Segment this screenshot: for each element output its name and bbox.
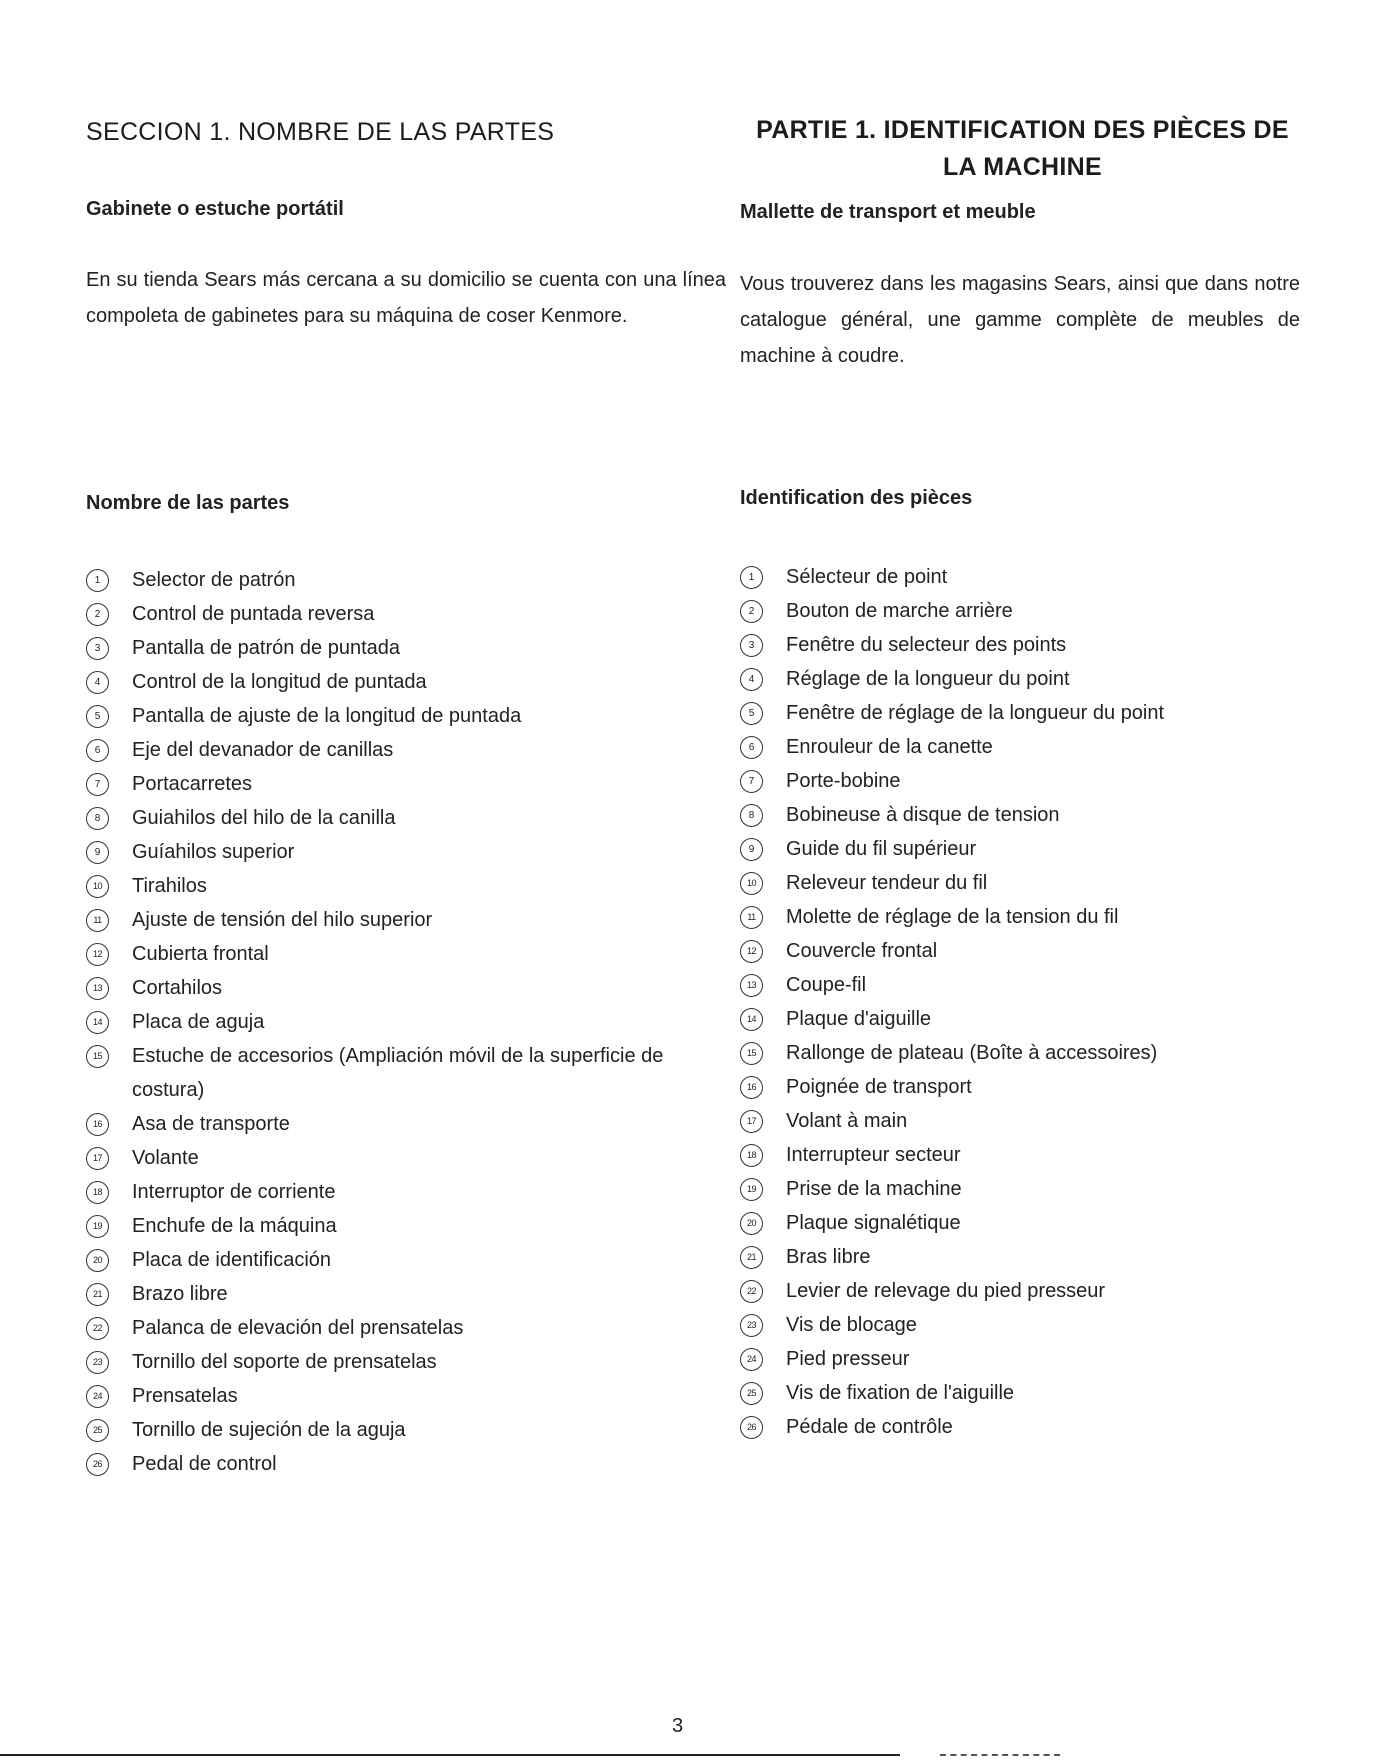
french-part-item — [740, 1410, 1305, 1444]
spanish-part-label: Selector de patrón — [132, 569, 296, 591]
circled-number-icon: 17 — [86, 1147, 109, 1170]
french-part-item — [740, 560, 1305, 594]
french-part-item — [740, 1240, 1305, 1274]
french-part-item — [740, 968, 1305, 1002]
circled-number-icon: 3 — [740, 634, 763, 657]
circled-number-icon: 8 — [740, 804, 763, 827]
french-part-label: Interrupteur secteur — [786, 1144, 961, 1166]
circled-number-icon: 22 — [740, 1280, 763, 1303]
circled-number-icon: 20 — [740, 1212, 763, 1235]
spanish-part-label: Guíahilos superior — [132, 841, 295, 863]
french-part-label: Levier de relevage du pied presseur — [786, 1280, 1106, 1302]
french-part-label: Releveur tendeur du fil — [786, 872, 988, 894]
french-part-label: Bobineuse à disque de tension — [786, 804, 1060, 826]
circled-number-icon: 5 — [86, 705, 109, 728]
circled-number-icon: 4 — [86, 671, 109, 694]
circled-number-icon: 5 — [740, 702, 763, 725]
spanish-part-label: Interruptor de corriente — [132, 1181, 336, 1203]
circled-number-icon: 21 — [86, 1283, 109, 1306]
spanish-part-item — [86, 1209, 726, 1243]
french-part-label: Molette de réglage de la tension du fil — [786, 906, 1119, 928]
spanish-part-item — [86, 971, 726, 1005]
spanish-part-item — [86, 903, 726, 937]
french-part-item — [740, 1172, 1305, 1206]
spanish-part-item — [86, 801, 726, 835]
circled-number-icon: 18 — [740, 1144, 763, 1167]
spanish-part-item — [86, 1005, 726, 1039]
spanish-part-label: Cortahilos — [132, 977, 223, 999]
spanish-part-label: Control de la longitud de puntada — [132, 671, 427, 693]
french-part-item — [740, 696, 1305, 730]
spanish-part-label: Prensatelas — [132, 1385, 238, 1407]
page-number: 3 — [671, 1715, 684, 1737]
circled-number-icon: 24 — [740, 1348, 763, 1371]
spanish-part-item — [86, 1141, 726, 1175]
circled-number-icon: 1 — [86, 569, 109, 592]
circled-number-icon: 3 — [86, 637, 109, 660]
spanish-part-item — [86, 1107, 726, 1141]
french-part-label: Bras libre — [786, 1246, 871, 1268]
french-part-label: Vis de fixation de l'aiguille — [786, 1382, 1015, 1404]
spanish-part-label: Pedal de control — [132, 1453, 277, 1475]
spanish-part-item — [86, 1175, 726, 1209]
spanish-part-label: Brazo libre — [132, 1283, 228, 1305]
circled-number-icon: 11 — [86, 909, 109, 932]
spanish-part-item — [86, 869, 726, 903]
french-part-item — [740, 798, 1305, 832]
spanish-part-label: Cubierta frontal — [132, 943, 269, 965]
circled-number-icon: 7 — [86, 773, 109, 796]
spanish-part-label: Guiahilos del hilo de la canilla — [132, 807, 396, 829]
french-parts-list — [740, 560, 1305, 1444]
french-part-label: Coupe-fil — [786, 974, 867, 996]
circled-number-icon: 24 — [86, 1385, 109, 1408]
circled-number-icon: 13 — [740, 974, 763, 997]
french-part-label: Réglage de la longueur du point — [786, 668, 1070, 690]
french-part-item — [740, 594, 1305, 628]
spanish-part-label: Enchufe de la máquina — [132, 1215, 337, 1237]
spanish-parts-list — [86, 563, 726, 1481]
spanish-part-label: Volante — [132, 1147, 199, 1169]
circled-number-icon: 19 — [740, 1178, 763, 1201]
spanish-part-item — [86, 1379, 726, 1413]
spanish-part-item — [86, 631, 726, 665]
spanish-parts-heading: Nombre de las partes — [86, 492, 290, 514]
french-part-label: Pied presseur — [786, 1348, 910, 1370]
french-section-title-line1: PARTIE 1. IDENTIFICATION DES PIÈCES DE — [756, 116, 1289, 144]
french-part-item — [740, 1002, 1305, 1036]
french-section-title-line2: LA MACHINE — [942, 153, 1102, 181]
french-part-label: Fenêtre du selecteur des points — [786, 634, 1067, 656]
spanish-part-item — [86, 835, 726, 869]
circled-number-icon: 25 — [86, 1419, 109, 1442]
circled-number-icon: 6 — [740, 736, 763, 759]
french-part-label: Bouton de marche arrière — [786, 600, 1013, 622]
circled-number-icon: 6 — [86, 739, 109, 762]
spanish-part-label: Placa de identificación — [132, 1249, 332, 1271]
bottom-rule-dashed — [940, 1754, 1060, 1757]
french-part-label: Pédale de contrôle — [786, 1416, 953, 1438]
french-part-label: Poignée de transport — [786, 1076, 972, 1098]
spanish-part-label: Pantalla de patrón de puntada — [132, 637, 400, 659]
french-part-item — [740, 1376, 1305, 1410]
circled-number-icon: 7 — [740, 770, 763, 793]
french-part-item — [740, 934, 1305, 968]
circled-number-icon: 15 — [86, 1045, 109, 1068]
french-part-item — [740, 1308, 1305, 1342]
spanish-part-item — [86, 699, 726, 733]
french-part-item — [740, 1274, 1305, 1308]
circled-number-icon: 11 — [740, 906, 763, 929]
french-cabinet-heading: Mallette de transport et meuble — [740, 201, 1036, 223]
french-part-item — [740, 1206, 1305, 1240]
french-section-title — [740, 112, 1305, 186]
spanish-part-label: Portacarretes — [132, 773, 253, 795]
french-part-label: Plaque d'aiguille — [786, 1008, 932, 1030]
french-part-label: Plaque signalétique — [786, 1212, 961, 1234]
french-cabinet-text: Vous trouverez dans les magasins Sears, ainsi que dans notre catalogue général, une gamme complète de meubles de machine à coudre. — [740, 273, 1300, 367]
spanish-part-label: Eje del devanador de canillas — [132, 739, 394, 761]
circled-number-icon: 1 — [740, 566, 763, 589]
spanish-part-item — [86, 1039, 726, 1107]
spanish-part-item — [86, 1413, 726, 1447]
spanish-part-item — [86, 767, 726, 801]
spanish-part-item — [86, 563, 726, 597]
spanish-part-label: Pantalla de ajuste de la longitud de puntada — [132, 705, 522, 727]
circled-number-icon: 12 — [740, 940, 763, 963]
french-part-item — [740, 900, 1305, 934]
circled-number-icon: 18 — [86, 1181, 109, 1204]
circled-number-icon: 9 — [86, 841, 109, 864]
french-part-item — [740, 1104, 1305, 1138]
circled-number-icon: 2 — [86, 603, 109, 626]
spanish-part-label: Tornillo de sujeción de la aguja — [132, 1419, 406, 1441]
circled-number-icon: 4 — [740, 668, 763, 691]
spanish-part-item — [86, 1243, 726, 1277]
circled-number-icon: 14 — [740, 1008, 763, 1031]
french-part-label: Couvercle frontal — [786, 940, 938, 962]
french-part-item — [740, 662, 1305, 696]
circled-number-icon: 21 — [740, 1246, 763, 1269]
circled-number-icon: 23 — [86, 1351, 109, 1374]
french-part-label: Rallonge de plateau (Boîte à accessoires) — [786, 1042, 1158, 1064]
spanish-part-label: Estuche de accesorios (Ampliación móvil de la superficie de costura) — [132, 1045, 664, 1101]
circled-number-icon: 13 — [86, 977, 109, 1000]
circled-number-icon: 17 — [740, 1110, 763, 1133]
spanish-cabinet-text: En su tienda Sears más cercana a su domicilio se cuenta con una línea compoleta de gabinetes para su máquina de coser Kenmore. — [86, 269, 726, 327]
circled-number-icon: 20 — [86, 1249, 109, 1272]
spanish-part-item — [86, 1447, 726, 1481]
spanish-part-item — [86, 665, 726, 699]
bottom-rule — [0, 1754, 900, 1756]
circled-number-icon: 15 — [740, 1042, 763, 1065]
spanish-part-label: Asa de transporte — [132, 1113, 290, 1135]
spanish-part-label: Tornillo del soporte de prensatelas — [132, 1351, 437, 1373]
spanish-cabinet-heading: Gabinete o estuche portátil — [86, 198, 344, 220]
spanish-part-item — [86, 1311, 726, 1345]
french-part-item — [740, 730, 1305, 764]
spanish-part-label: Placa de aguja — [132, 1011, 265, 1033]
french-parts-heading: Identification des pièces — [740, 487, 973, 509]
circled-number-icon: 22 — [86, 1317, 109, 1340]
spanish-part-label: Palanca de elevación del prensatelas — [132, 1317, 464, 1339]
circled-number-icon: 23 — [740, 1314, 763, 1337]
circled-number-icon: 16 — [740, 1076, 763, 1099]
spanish-part-item — [86, 733, 726, 767]
circled-number-icon: 26 — [740, 1416, 763, 1439]
spanish-part-label: Tirahilos — [132, 875, 207, 897]
french-part-label: Sélecteur de point — [786, 566, 948, 588]
french-part-label: Prise de la machine — [786, 1178, 962, 1200]
circled-number-icon: 10 — [86, 875, 109, 898]
circled-number-icon: 2 — [740, 600, 763, 623]
circled-number-icon: 10 — [740, 872, 763, 895]
spanish-part-label: Ajuste de tensión del hilo superior — [132, 909, 433, 931]
french-part-item — [740, 628, 1305, 662]
french-part-item — [740, 1138, 1305, 1172]
spanish-section-title: SECCION 1. NOMBRE DE LAS PARTES — [86, 118, 555, 146]
french-part-label: Volant à main — [786, 1110, 908, 1132]
circled-number-icon: 16 — [86, 1113, 109, 1136]
circled-number-icon: 12 — [86, 943, 109, 966]
circled-number-icon: 14 — [86, 1011, 109, 1034]
french-part-label: Guide du fil supérieur — [786, 838, 977, 860]
french-part-item — [740, 866, 1305, 900]
circled-number-icon: 26 — [86, 1453, 109, 1476]
spanish-part-label: Control de puntada reversa — [132, 603, 375, 625]
french-part-item — [740, 1070, 1305, 1104]
french-part-item — [740, 832, 1305, 866]
circled-number-icon: 25 — [740, 1382, 763, 1405]
french-part-label: Vis de blocage — [786, 1314, 917, 1336]
french-part-label: Enrouleur de la canette — [786, 736, 993, 758]
spanish-part-item — [86, 937, 726, 971]
spanish-part-item — [86, 1345, 726, 1379]
french-part-item — [740, 1036, 1305, 1070]
french-part-item — [740, 1342, 1305, 1376]
french-part-item — [740, 764, 1305, 798]
circled-number-icon: 9 — [740, 838, 763, 861]
spanish-part-item — [86, 1277, 726, 1311]
circled-number-icon: 8 — [86, 807, 109, 830]
french-part-label: Porte-bobine — [786, 770, 901, 792]
spanish-part-item — [86, 597, 726, 631]
french-part-label: Fenêtre de réglage de la longueur du point — [786, 702, 1165, 724]
circled-number-icon: 19 — [86, 1215, 109, 1238]
